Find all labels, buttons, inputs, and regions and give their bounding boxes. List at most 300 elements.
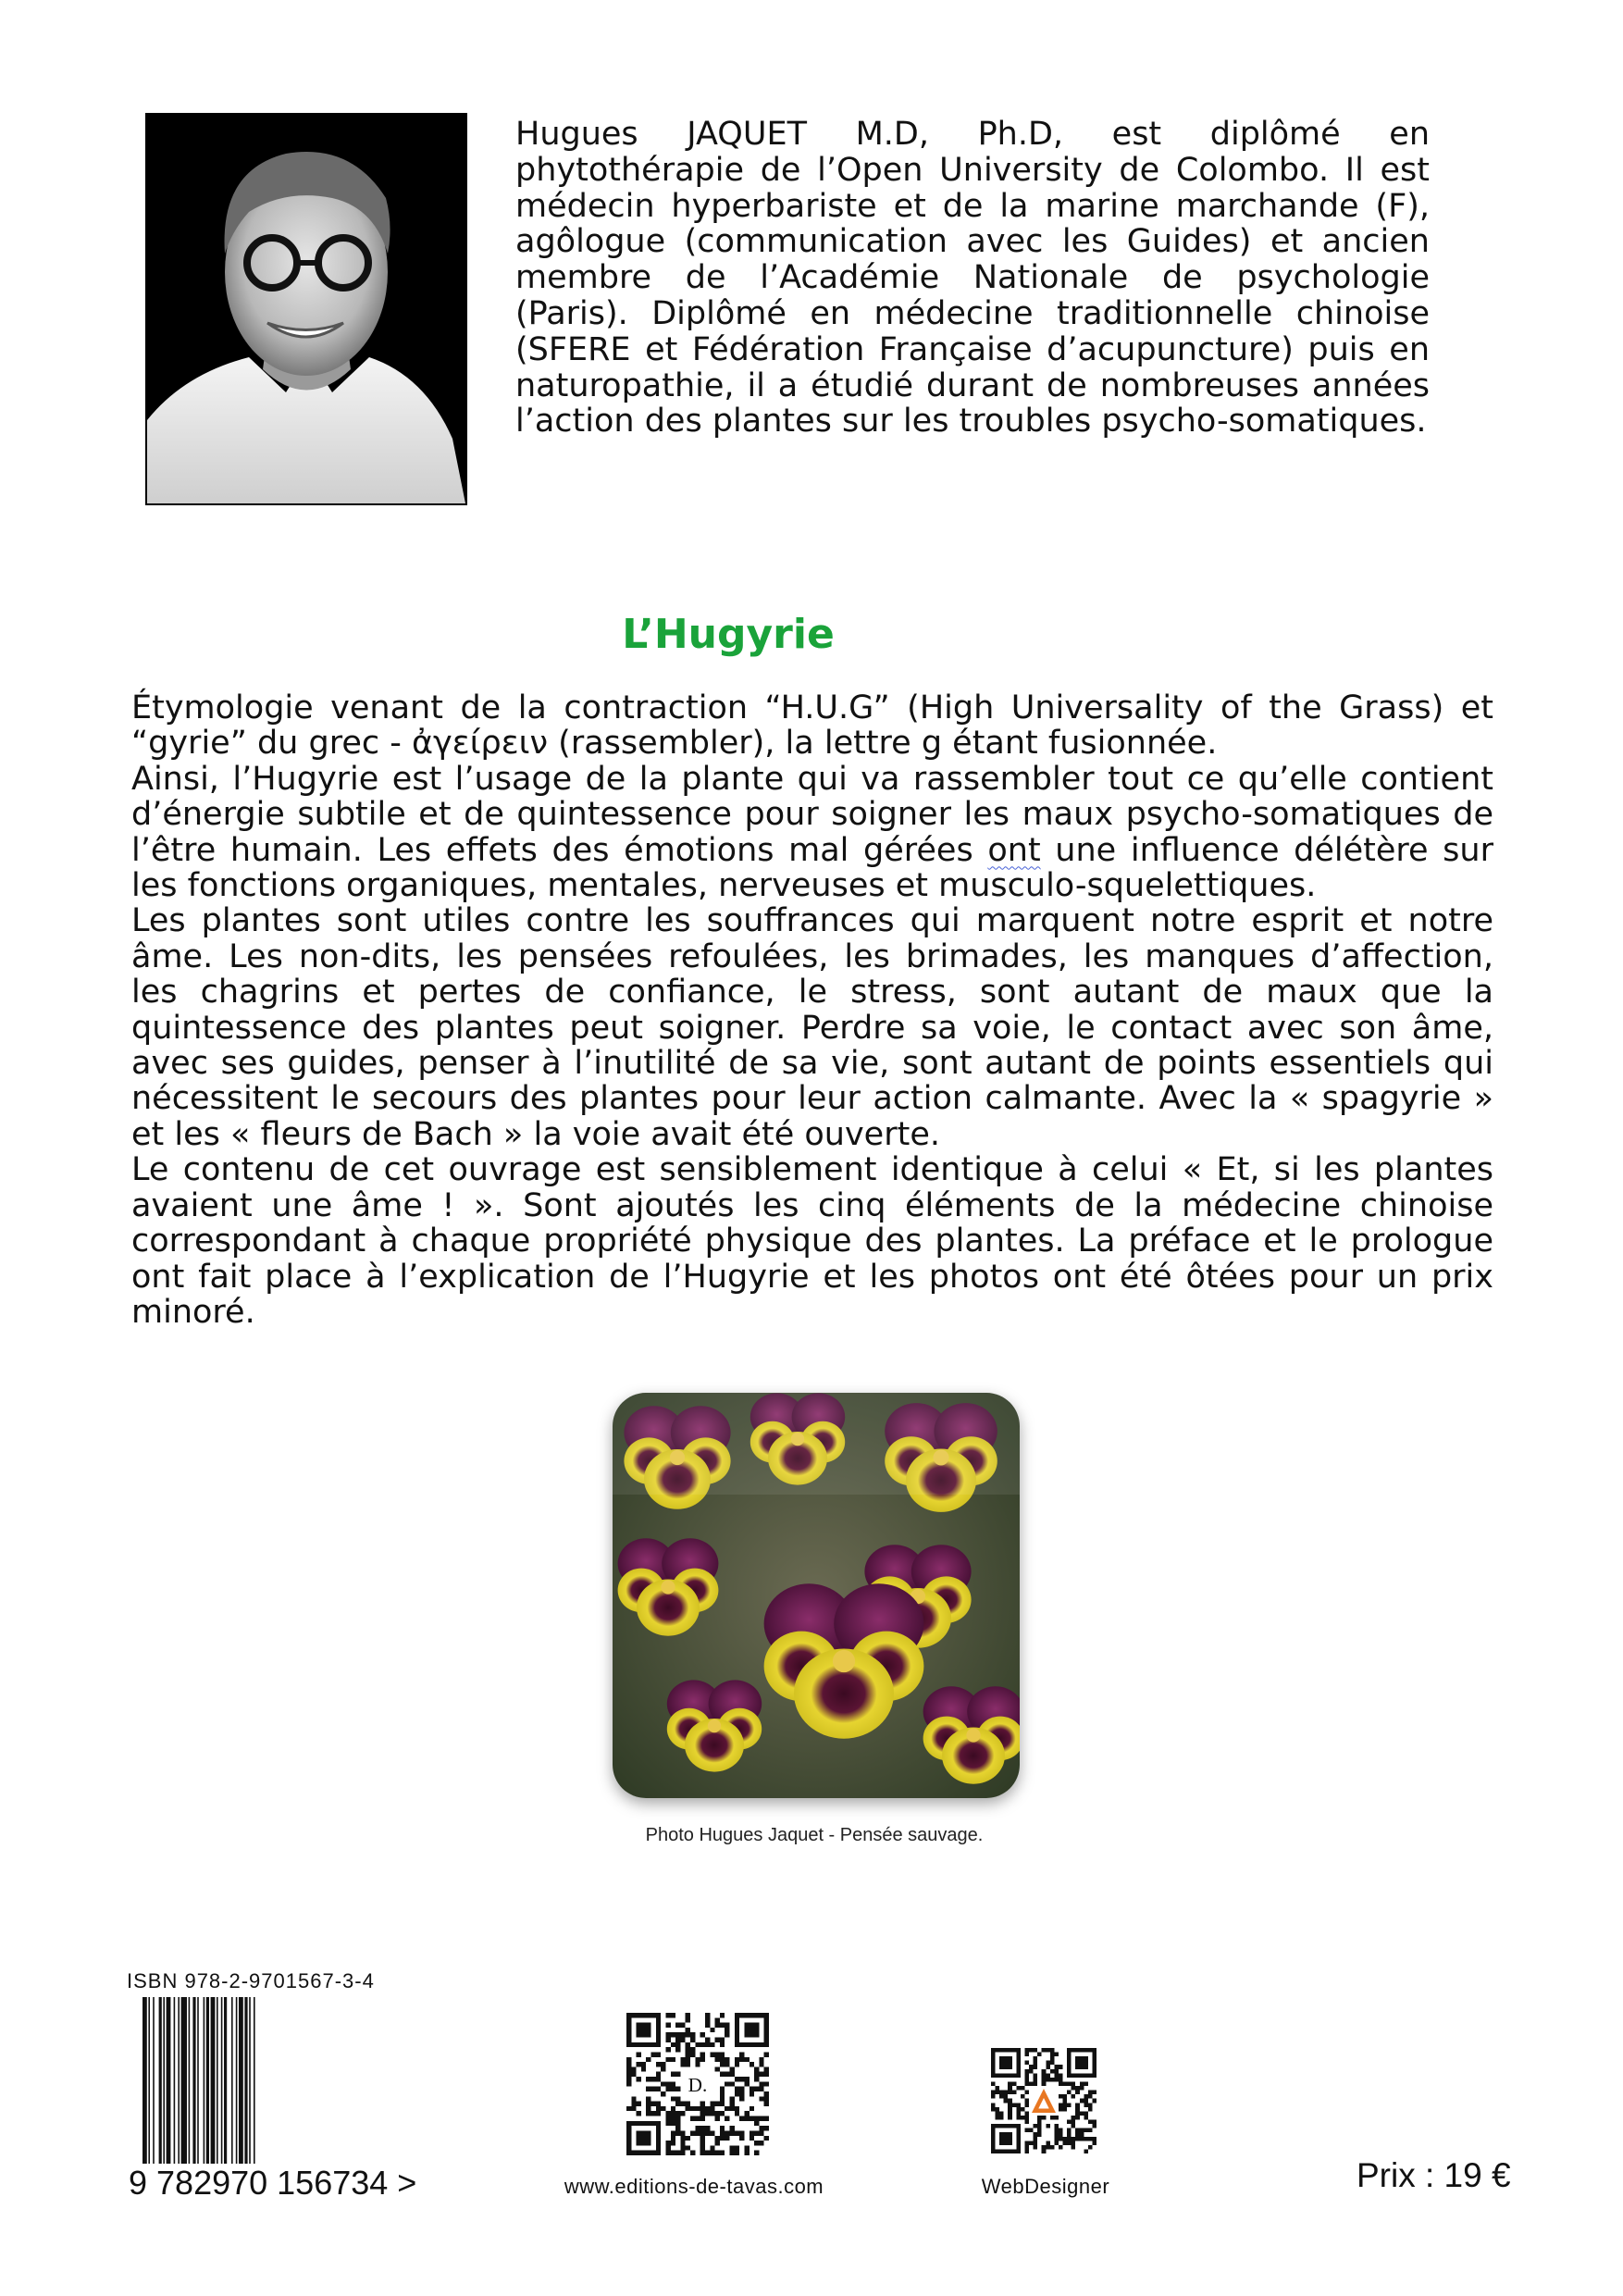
qr-module [631, 2102, 636, 2106]
qr-module [725, 2116, 729, 2121]
qr-module [1054, 2078, 1059, 2082]
qr-module [671, 2106, 675, 2111]
qr-module [1037, 2116, 1042, 2120]
qr-module [730, 2096, 735, 2101]
qr-module [759, 2096, 763, 2101]
qr-module [999, 2091, 1004, 2095]
qr-module [715, 2066, 720, 2071]
qr-module [626, 2066, 631, 2071]
qr-module [754, 2072, 759, 2077]
qr-module [1008, 2116, 1012, 2120]
qr-module [675, 2111, 680, 2116]
qr-module [754, 2087, 759, 2091]
qr-module [1059, 2081, 1063, 2086]
qr-module [665, 2081, 670, 2086]
qr-module [665, 2121, 670, 2126]
qr-module [1067, 2103, 1072, 2107]
qr-module [1046, 2141, 1050, 2145]
qr-module [996, 2107, 1000, 2112]
qr-module [725, 2032, 729, 2037]
qr-module [1024, 2120, 1029, 2125]
barcode-bar [197, 1997, 199, 2188]
qr-module [671, 2013, 675, 2017]
qr-module [1072, 2081, 1076, 2086]
qr-module [750, 2106, 754, 2111]
qr-module [744, 2116, 749, 2121]
qr-module [735, 2106, 739, 2111]
qr-module [671, 2032, 675, 2037]
qr-module [631, 2072, 636, 2077]
qr-module [730, 2130, 735, 2135]
qr-module [750, 2091, 754, 2096]
qr-module [1029, 2048, 1034, 2053]
paragraph-hugyrie-part1: Ainsi, l’Hugyrie est l’usage de la plante qui va rassembler tout ce qu’elle contient d’énergie subtile et de quintessence pour soigner les maux psycho-somatiques de l’être humain. Les effets des émotions mal gérées [131, 760, 1493, 869]
qr-module [651, 2052, 656, 2056]
qr-module [671, 2141, 675, 2145]
qr-module [739, 2077, 744, 2081]
qr-module [1037, 2053, 1042, 2057]
qr-module [705, 2023, 710, 2028]
qr-module [1016, 2111, 1021, 2116]
qr-module [1084, 2094, 1088, 2099]
qr-module [665, 2032, 670, 2037]
qr-module [720, 2042, 725, 2047]
barcode-bar [163, 1997, 165, 2188]
qr-module [1067, 2091, 1072, 2095]
qr-module [1042, 2048, 1047, 2053]
qr-module [1034, 2124, 1038, 2128]
qr-module [675, 2151, 680, 2155]
qr-module [1042, 2149, 1047, 2153]
qr-module [754, 2066, 759, 2071]
qr-module [725, 2072, 729, 2077]
barcode-bar [192, 1997, 195, 2188]
qr-module [651, 2102, 656, 2106]
qr-module [720, 2013, 725, 2017]
qr-module [646, 2077, 650, 2081]
qr-module [720, 2057, 725, 2062]
qr-module [1075, 2086, 1080, 2091]
qr-module [1034, 2056, 1038, 2061]
qr-module [730, 2081, 735, 2086]
qr-module [661, 2066, 665, 2071]
isbn-barcode [139, 1997, 379, 2188]
qr-module [1072, 2116, 1076, 2120]
qr-module [764, 2052, 769, 2056]
qr-module [1037, 2128, 1042, 2133]
qr-module [1050, 2145, 1055, 2150]
qr-module [671, 2081, 675, 2086]
qr-module [730, 2072, 735, 2077]
qr-module [1021, 2107, 1025, 2112]
qr-module [1024, 2111, 1029, 2116]
paragraph-plants: Les plantes sont utiles contre les souffrances qui marquent notre esprit et notre âme. Les non-dits, les pensées refoulées, les brimades, les manques d’affection, les chagrins et pertes de confiance, le stress, sont autant de maux que la quintessence des plantes peut soigner. Perdre sa voie, le contact avec son âme, avec ses guides, penser à l’inutilité de sa vie, sont autant de points essentiels qui nécessitent le secours des plantes pour leur action calmante. Avec la « spagyrie » et les « fleurs de Bach » la voie avait été ouverte. [131, 902, 1493, 1153]
qr-module [1008, 2086, 1012, 2091]
qr-module [720, 2151, 725, 2155]
qr-module [1042, 2069, 1047, 2074]
qr-module [1072, 2120, 1076, 2125]
qr-module [754, 2121, 759, 2126]
qr-module [1092, 2141, 1096, 2145]
qr-module [680, 2038, 685, 2042]
qr-module [715, 2151, 720, 2155]
qr-module [730, 2126, 735, 2130]
qr-module [996, 2091, 1000, 2095]
qr-module [710, 2111, 714, 2116]
qr-module [1084, 2111, 1088, 2116]
qr-module [739, 2136, 744, 2141]
qr-module [764, 2116, 769, 2121]
paragraph-etymology: Étymologie venant de la contraction “H.U.G” (High Universality of the Grass) et “gyrie” du grec - ἀγείρειν (rassembler), la lettre g étant fusionnée. [131, 689, 1493, 763]
qr-module [1008, 2111, 1012, 2116]
qr-module [675, 2047, 680, 2052]
qr-module [1054, 2073, 1059, 2078]
qr-module [739, 2130, 744, 2135]
qr-module [686, 2106, 690, 2111]
qr-module [675, 2087, 680, 2091]
qr-module [1016, 2116, 1021, 2120]
qr-module [720, 2052, 725, 2056]
qr-module [695, 2062, 700, 2066]
qr-module [646, 2057, 650, 2062]
barcode-bar [231, 1997, 233, 2188]
qr-module [626, 2077, 631, 2081]
qr-module [1075, 2091, 1080, 2095]
qr-module [1024, 2103, 1029, 2107]
qr-module [1037, 2120, 1042, 2125]
qr-module [991, 2091, 996, 2095]
qr-module [661, 2081, 665, 2086]
qr-module [1004, 2091, 1009, 2095]
qr-module [1063, 2094, 1068, 2099]
qr-module [705, 2106, 710, 2111]
qr-module [1075, 2103, 1080, 2107]
qr-module [1046, 2145, 1050, 2150]
qr-module [1012, 2081, 1017, 2086]
qr-module [999, 2094, 1004, 2099]
qr-module [705, 2017, 710, 2022]
qr-module [759, 2126, 763, 2130]
qr-module [686, 2017, 690, 2022]
qr-module [759, 2062, 763, 2066]
qr-module [1004, 2094, 1009, 2099]
qr-module [764, 2091, 769, 2096]
qr-module [700, 2032, 705, 2037]
qr-module [661, 2062, 665, 2066]
qr-module [764, 2096, 769, 2101]
qr-module [710, 2052, 714, 2056]
qr-module [710, 2130, 714, 2135]
qr-module [700, 2151, 705, 2155]
barcode-bar [249, 1997, 251, 2188]
qr-module [1063, 2099, 1068, 2104]
qr-module [1034, 2061, 1038, 2066]
qr-module [680, 2111, 685, 2116]
qr-module [631, 2066, 636, 2071]
qr-module [744, 2081, 749, 2086]
qr-module [1024, 2128, 1029, 2133]
qr-module [750, 2116, 754, 2121]
qr-module [710, 2028, 714, 2032]
qr-module [1050, 2069, 1055, 2074]
qr-module [695, 2057, 700, 2062]
qr-module [700, 2116, 705, 2121]
qr-module [744, 2145, 749, 2150]
qr-module [1063, 2141, 1068, 2145]
pansy-photo [613, 1393, 1020, 1798]
qr-module [686, 2145, 690, 2150]
qr-module [705, 2013, 710, 2017]
qr-module [695, 2130, 700, 2135]
qr-module [715, 2136, 720, 2141]
qr-module [999, 2116, 1004, 2120]
qr-code-editions[interactable] [626, 2013, 769, 2155]
qr-module [710, 2106, 714, 2111]
qr-module [715, 2141, 720, 2145]
qr-module [675, 2042, 680, 2047]
qr-module [661, 2106, 665, 2111]
qr-module [680, 2062, 685, 2066]
qr-module [686, 2028, 690, 2032]
qr-module [744, 2057, 749, 2062]
qr-module [739, 2087, 744, 2091]
qr-finder-pattern [637, 2130, 651, 2145]
qr-module [1034, 2073, 1038, 2078]
qr-module [671, 2151, 675, 2155]
qr-module [739, 2091, 744, 2096]
qr-module [1024, 2061, 1029, 2066]
qr-module [651, 2087, 656, 2091]
qr-module [1021, 2116, 1025, 2120]
website-url[interactable]: www.editions-de-tavas.com [564, 2175, 824, 2198]
qr-module [759, 2116, 763, 2121]
qr-module [1054, 2132, 1059, 2137]
qr-module [1084, 2081, 1088, 2086]
qr-module [1080, 2132, 1084, 2137]
qr-module [646, 2106, 650, 2111]
qr-module [1088, 2091, 1093, 2095]
qr-module [675, 2072, 680, 2077]
qr-module [715, 2116, 720, 2121]
qr-module [991, 2094, 996, 2099]
qr-module [671, 2096, 675, 2101]
qr-module [665, 2047, 670, 2052]
qr-module [1029, 2069, 1034, 2074]
qr-module [1054, 2128, 1059, 2133]
qr-code-webdesigner[interactable] [991, 2048, 1096, 2153]
qr-module [695, 2042, 700, 2047]
qr-module [715, 2052, 720, 2056]
qr-module [1034, 2145, 1038, 2150]
qr-module [715, 2111, 720, 2116]
qr-module [690, 2052, 695, 2056]
qr-module [739, 2057, 744, 2062]
qr-module [999, 2111, 1004, 2116]
qr-module [739, 2116, 744, 2121]
qr-module [1072, 2094, 1076, 2099]
qr-module [744, 2151, 749, 2155]
qr-module [715, 2023, 720, 2028]
qr-module [1088, 2120, 1093, 2125]
qr-module [1075, 2107, 1080, 2112]
barcode-bar [244, 1997, 247, 2188]
qr-module [710, 2102, 714, 2106]
qr-module [1059, 2073, 1063, 2078]
qr-module [665, 2141, 670, 2145]
qr-module [671, 2121, 675, 2126]
qr-module [1050, 2116, 1055, 2120]
qr-module [651, 2111, 656, 2116]
qr-module [680, 2145, 685, 2150]
qr-module [1046, 2078, 1050, 2082]
qr-module [656, 2111, 661, 2116]
barcode-bar [224, 1997, 227, 2188]
qr-module [1029, 2128, 1034, 2133]
qr-module [996, 2116, 1000, 2120]
qr-module [1072, 2086, 1076, 2091]
qr-module [754, 2141, 759, 2145]
qr-module [1042, 2073, 1047, 2078]
qr-module [710, 2145, 714, 2150]
barcode-bar [167, 1997, 171, 2188]
qr-module [720, 2038, 725, 2042]
barcode-digits: 9 782970 156734 > [129, 2164, 417, 2202]
barcode-bar [221, 1997, 223, 2188]
section-title: L’Hugyrie [622, 611, 835, 658]
qr-finder-pattern [1075, 2056, 1088, 2069]
barcode-bar [181, 1997, 187, 2188]
qr-module [690, 2032, 695, 2037]
qr-module [991, 2081, 996, 2086]
qr-module [1034, 2137, 1038, 2141]
qr-module [1034, 2141, 1038, 2145]
qr-module [710, 2151, 714, 2155]
qr-module [1059, 2065, 1063, 2069]
qr-finder-pattern [999, 2056, 1012, 2069]
qr-module [1084, 2149, 1088, 2153]
qr-module [1067, 2120, 1072, 2125]
qr-module [1024, 2141, 1029, 2145]
qr-module [720, 2072, 725, 2077]
qr-module [1054, 2137, 1059, 2141]
qr-module [1050, 2061, 1055, 2066]
qr-module [1088, 2145, 1093, 2150]
qr-module [725, 2136, 729, 2141]
qr-module [1067, 2141, 1072, 2145]
qr-module [1088, 2107, 1093, 2112]
qr-module [700, 2057, 705, 2062]
qr-module [754, 2077, 759, 2081]
qr-module [754, 2130, 759, 2135]
qr-module [651, 2077, 656, 2081]
qr-module [1024, 2048, 1029, 2053]
qr-module [1092, 2137, 1096, 2141]
qr-module [1088, 2094, 1093, 2099]
qr-module [759, 2130, 763, 2135]
qr-module [656, 2087, 661, 2091]
qr-module [1054, 2069, 1059, 2074]
qr-module [1059, 2078, 1063, 2082]
qr-module [720, 2130, 725, 2135]
qr-module [730, 2066, 735, 2071]
qr-module [675, 2102, 680, 2106]
qr-module [631, 2096, 636, 2101]
qr-module [705, 2130, 710, 2135]
qr-module [665, 2013, 670, 2017]
qr-module [1042, 2116, 1047, 2120]
qr-module [1008, 2091, 1012, 2095]
qr-module [1034, 2078, 1038, 2082]
qr-module [641, 2066, 646, 2071]
qr-module [686, 2042, 690, 2047]
qr-module [700, 2052, 705, 2056]
qr-module [739, 2052, 744, 2056]
isbn-label: ISBN 978-2-9701567-3-4 [127, 1969, 375, 1992]
photo-caption: Photo Hugues Jaquet - Pensée sauvage. [645, 1825, 984, 1845]
qr-module [680, 2151, 685, 2155]
qr-module [700, 2111, 705, 2116]
qr-module [675, 2130, 680, 2135]
qr-module [661, 2091, 665, 2096]
qr-module [1059, 2103, 1063, 2107]
qr-module [1021, 2094, 1025, 2099]
qr-module [1024, 2099, 1029, 2104]
qr-module [1024, 2073, 1029, 2078]
qr-module [720, 2126, 725, 2130]
qr-module [1067, 2128, 1072, 2133]
qr-module [764, 2066, 769, 2071]
qr-module [656, 2062, 661, 2066]
qr-module [715, 2057, 720, 2062]
qr-module [680, 2057, 685, 2062]
qr-module [715, 2038, 720, 2042]
qr-module [695, 2116, 700, 2121]
qr-module [646, 2111, 650, 2116]
qr-module [764, 2126, 769, 2130]
qr-module [720, 2102, 725, 2106]
qr-module [764, 2072, 769, 2077]
qr-module [739, 2096, 744, 2101]
qr-module [1042, 2081, 1047, 2086]
qr-module [1021, 2086, 1025, 2091]
qr-module [626, 2081, 631, 2086]
qr-module [1075, 2128, 1080, 2133]
qr-module [1046, 2061, 1050, 2066]
qr-finder-pattern [999, 2132, 1012, 2145]
qr-module [680, 2136, 685, 2141]
qr-module [705, 2042, 710, 2047]
barcode-bar [159, 1997, 162, 2188]
qr-module [675, 2023, 680, 2028]
author-bio: Hugues JAQUET M.D, Ph.D, est diplômé en phytothérapie de l’Open University de Colombo. Il est médecin hyperbariste et de la marine marchande (F), agôlogue (communication avec les Guides) et ancien membre de l’Académie Nationale de psychologie (Paris). Diplômé en médecine traditionnelle chinoise (SFERE et Fédération Française d’acupuncture) puis en naturopathie, il a étudié durant de nombreuses années l’action des plantes sur les troubles psycho-somatiques. [515, 116, 1430, 441]
qr-module [675, 2121, 680, 2126]
qr-module [720, 2091, 725, 2096]
qr-module [637, 2102, 641, 2106]
qr-module [1092, 2091, 1096, 2095]
qr-module [715, 2017, 720, 2022]
barcode-bar [142, 1997, 147, 2188]
qr-module [1024, 2053, 1029, 2057]
qr-module [720, 2062, 725, 2066]
qr-module [764, 2102, 769, 2106]
qr-module [1008, 2081, 1012, 2086]
qr-module [759, 2057, 763, 2062]
qr-module [700, 2130, 705, 2135]
qr-module [1054, 2141, 1059, 2145]
qr-module [665, 2023, 670, 2028]
barcode-bar [174, 1997, 176, 2188]
qr-module [705, 2038, 710, 2042]
